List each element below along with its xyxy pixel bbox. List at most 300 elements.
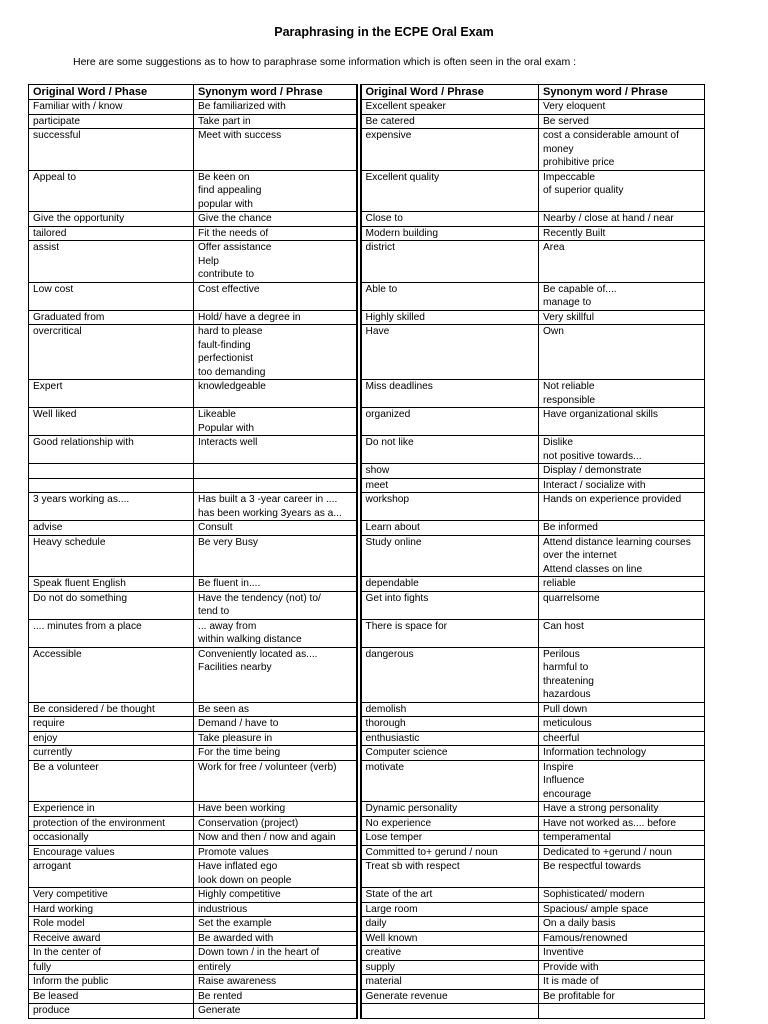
cell-original-left <box>29 170 194 212</box>
table-row <box>29 464 705 479</box>
table-row <box>29 845 705 860</box>
cell-line: .... minutes from a place <box>33 620 142 632</box>
cell-original-right <box>359 1004 539 1019</box>
cell-synonym-left <box>194 831 359 846</box>
cell-synonym-right <box>539 521 705 536</box>
cell-line: Information technology <box>543 747 647 758</box>
cell-synonym-left <box>194 478 359 493</box>
cell-line: Take part in <box>198 115 251 127</box>
table-row <box>29 746 705 761</box>
cell-line: Familiar with / know <box>33 101 123 112</box>
cell-synonym-right <box>539 325 705 380</box>
cell-original-right <box>359 325 539 380</box>
cell-synonym-right <box>539 380 705 408</box>
cell-line: Be leased <box>33 990 79 1002</box>
cell-original-left <box>29 647 194 702</box>
cell-line: Interact / socialize with <box>543 479 646 491</box>
cell-line: For the time being <box>198 747 281 758</box>
cell-original-left <box>29 760 194 802</box>
cell-synonym-left <box>194 1004 359 1019</box>
cell-line: Have organizational skills <box>543 409 658 420</box>
cell-synonym-right <box>539 226 705 241</box>
cell-synonym-right <box>539 436 705 464</box>
cell-original-left <box>29 129 194 171</box>
cell-line: Recently Built <box>543 227 606 239</box>
cell-original-right <box>359 478 539 493</box>
cell-line: Demand / have to <box>198 718 279 729</box>
cell-original-right <box>359 282 539 310</box>
cell-original-right <box>359 170 539 212</box>
cell-line: Fit the needs of <box>198 227 269 239</box>
cell-synonym-right <box>539 478 705 493</box>
cell-line <box>543 1004 700 1018</box>
table-row <box>29 226 705 241</box>
cell-line: Generate revenue <box>365 990 448 1002</box>
cell-line: Be fluent in.... <box>198 578 261 589</box>
cell-synonym-right <box>539 100 705 115</box>
cell-line: Dislike <box>543 437 574 448</box>
cell-synonym-right <box>539 931 705 946</box>
cell-line: fault-finding <box>198 339 251 351</box>
cell-line: dangerous <box>365 648 414 660</box>
cell-synonym-right <box>539 816 705 831</box>
cell-line: daily <box>365 918 387 929</box>
cell-line: Generate <box>198 1005 241 1016</box>
cell-line: tend to <box>198 606 230 617</box>
cell-line: prohibitive price <box>543 157 615 168</box>
table-row <box>29 380 705 408</box>
cell-synonym-right <box>539 577 705 592</box>
cell-synonym-right <box>539 310 705 325</box>
cell-line <box>33 464 189 478</box>
cell-original-right <box>359 380 539 408</box>
cell-original-right <box>359 114 539 129</box>
cell-line: Inform the public <box>33 976 109 987</box>
cell-synonym-left <box>194 212 359 227</box>
cell-original-left <box>29 860 194 888</box>
cell-synonym-right <box>539 535 705 577</box>
cell-line <box>33 479 189 493</box>
cell-original-right <box>359 931 539 946</box>
cell-synonym-left <box>194 845 359 860</box>
cell-synonym-left <box>194 746 359 761</box>
cell-line: Pull down <box>543 703 588 715</box>
cell-synonym-right <box>539 493 705 521</box>
table-row <box>29 478 705 493</box>
cell-synonym-left <box>194 931 359 946</box>
cell-original-right <box>359 917 539 932</box>
cell-synonym-right <box>539 1004 705 1019</box>
cell-line: Down town / in the heart of <box>198 947 320 958</box>
cell-line: Attend distance learning courses <box>543 536 691 548</box>
cell-original-right <box>359 960 539 975</box>
cell-line: has been working 3years as a... <box>198 507 342 519</box>
cell-line: In the center of <box>33 947 101 958</box>
cell-synonym-left <box>194 226 359 241</box>
cell-line: responsible <box>543 394 596 406</box>
cell-line: Graduated from <box>33 311 105 323</box>
cell-line: There is space for <box>365 620 448 632</box>
cell-line: Famous/renowned <box>543 932 628 944</box>
cell-line: Not reliable <box>543 381 595 392</box>
cell-original-right <box>359 731 539 746</box>
cell-line: Modern building <box>365 227 438 239</box>
cell-line: arrogant <box>33 861 71 872</box>
cell-line: too demanding <box>198 366 266 378</box>
cell-original-right <box>359 408 539 436</box>
cell-line: expensive <box>365 130 412 141</box>
cell-line: meticulous <box>543 718 592 729</box>
cell-original-right <box>359 946 539 961</box>
cell-line: enjoy <box>33 732 58 744</box>
cell-synonym-right <box>539 464 705 479</box>
cell-line: produce <box>33 1005 70 1016</box>
cell-synonym-right <box>539 129 705 171</box>
cell-line: tailored <box>33 227 67 239</box>
cell-original-left <box>29 717 194 732</box>
table-row <box>29 129 705 171</box>
table-row <box>29 860 705 888</box>
cell-synonym-left <box>194 802 359 817</box>
cell-line: Lose temper <box>365 832 423 843</box>
cell-original-right <box>359 212 539 227</box>
cell-line: Heavy schedule <box>33 536 106 548</box>
cell-line: Meet with success <box>198 130 282 141</box>
cell-line: Display / demonstrate <box>543 465 642 476</box>
cell-line: Give the opportunity <box>33 213 125 224</box>
cell-line: Accessible <box>33 648 82 660</box>
cell-original-left <box>29 931 194 946</box>
cell-line: Give the chance <box>198 213 272 224</box>
cell-line: fully <box>33 961 52 973</box>
cell-line: Facilities nearby <box>198 662 272 673</box>
cell-line: Be awarded with <box>198 932 274 944</box>
table-header-row <box>29 85 705 100</box>
cell-synonym-left <box>194 647 359 702</box>
cell-line: Highly competitive <box>198 889 281 900</box>
cell-original-left <box>29 325 194 380</box>
cell-synonym-left <box>194 917 359 932</box>
cell-line: Be keen on <box>198 171 250 183</box>
cell-synonym-left <box>194 325 359 380</box>
cell-line: Likeable <box>198 409 236 420</box>
table-row <box>29 170 705 212</box>
cell-line: Popular with <box>198 422 255 434</box>
cell-line: Good relationship with <box>33 437 134 448</box>
cell-original-left <box>29 380 194 408</box>
cell-original-right <box>359 521 539 536</box>
cell-original-right <box>359 100 539 115</box>
cell-line: Has built a 3 -year career in .... <box>198 494 338 505</box>
cell-synonym-left <box>194 702 359 717</box>
cell-line: reliable <box>543 578 576 589</box>
cell-line: No experience <box>365 817 432 829</box>
cell-original-left <box>29 241 194 283</box>
cell-line: material <box>365 976 402 987</box>
cell-synonym-left <box>194 619 359 647</box>
cell-line: motivate <box>365 761 405 773</box>
cell-line: advise <box>33 522 63 533</box>
cell-line: Conservation (project) <box>198 817 299 829</box>
cell-line: industrious <box>198 903 248 915</box>
cell-line: harmful to <box>543 662 589 673</box>
cell-original-left <box>29 975 194 990</box>
cell-synonym-right <box>539 591 705 619</box>
cell-line: Sophisticated/ modern <box>543 889 645 900</box>
cell-line: quarrelsome <box>543 592 600 604</box>
cell-line: Own <box>543 326 564 337</box>
table-row <box>29 989 705 1004</box>
cell-synonym-right <box>539 408 705 436</box>
cell-synonym-left <box>194 114 359 129</box>
cell-line: Be rented <box>198 990 243 1002</box>
cell-line: Get into fights <box>365 592 429 604</box>
cell-synonym-left <box>194 816 359 831</box>
cell-line: Do not like <box>365 437 414 448</box>
cell-synonym-right <box>539 860 705 888</box>
cell-line: knowledgeable <box>198 381 266 392</box>
table-row <box>29 521 705 536</box>
cell-synonym-right <box>539 760 705 802</box>
cell-line: Dedicated to +gerund / noun <box>543 846 672 858</box>
cell-line: Have not worked as.... before <box>543 817 677 829</box>
cell-original-left <box>29 493 194 521</box>
cell-line: temperamental <box>543 832 611 843</box>
cell-line: Have been working <box>198 803 286 814</box>
cell-original-left <box>29 831 194 846</box>
cell-synonym-right <box>539 802 705 817</box>
cell-original-left <box>29 731 194 746</box>
cell-line: Can host <box>543 620 584 632</box>
cell-original-left <box>29 1004 194 1019</box>
cell-synonym-right <box>539 170 705 212</box>
cell-line: Be respectful towards <box>543 861 641 872</box>
cell-line: 3 years working as.... <box>33 494 130 505</box>
cell-line: Be served <box>543 115 589 127</box>
cell-synonym-left <box>194 975 359 990</box>
cell-line: State of the art <box>365 889 433 900</box>
cell-line: Consult <box>198 522 233 533</box>
cell-synonym-left <box>194 577 359 592</box>
cell-line: Receive award <box>33 932 101 944</box>
cell-line: Very eloquent <box>543 101 606 112</box>
cell-synonym-left <box>194 282 359 310</box>
table-row <box>29 717 705 732</box>
cell-synonym-right <box>539 702 705 717</box>
cell-original-right <box>359 717 539 732</box>
cell-line: perfectionist <box>198 353 253 364</box>
cell-line: organized <box>365 409 411 420</box>
table-row <box>29 577 705 592</box>
cell-synonym-right <box>539 946 705 961</box>
cell-line: find appealing <box>198 185 262 196</box>
cell-line: Have inflated ego <box>198 861 278 872</box>
cell-line: Excellent quality <box>365 171 440 183</box>
cell-line: enthusiastic <box>365 732 420 744</box>
cell-synonym-right <box>539 902 705 917</box>
header-original-left: Original Word / Phase <box>29 85 194 100</box>
table-row <box>29 647 705 702</box>
cell-original-left <box>29 577 194 592</box>
cell-line: successful <box>33 130 81 141</box>
cell-line: protection of the environment <box>33 817 165 829</box>
cell-line: Have <box>365 326 390 337</box>
table-row <box>29 493 705 521</box>
cell-line: over the internet <box>543 550 617 561</box>
cell-synonym-left <box>194 535 359 577</box>
cell-synonym-left <box>194 960 359 975</box>
cell-original-left <box>29 989 194 1004</box>
cell-line: Hold/ have a degree in <box>198 311 301 323</box>
cell-line: Appeal to <box>33 171 77 183</box>
cell-line: money <box>543 143 574 155</box>
cell-line: Set the example <box>198 918 272 929</box>
cell-line: require <box>33 718 65 729</box>
cell-line: workshop <box>365 494 410 505</box>
cell-line: Inspire <box>543 761 574 773</box>
cell-line: contribute to <box>198 269 255 280</box>
cell-line: popular with <box>198 198 253 210</box>
cell-line: Study online <box>365 536 422 548</box>
cell-line: Have a strong personality <box>543 803 659 814</box>
cell-line: Highly skilled <box>365 311 425 323</box>
table-row <box>29 591 705 619</box>
cell-original-left <box>29 746 194 761</box>
cell-line: Be seen as <box>198 703 249 715</box>
cell-line: Be profitable for <box>543 990 615 1002</box>
cell-synonym-left <box>194 989 359 1004</box>
cell-line: currently <box>33 747 73 758</box>
cell-line: Be catered <box>365 115 415 127</box>
cell-original-left <box>29 310 194 325</box>
cell-synonym-left <box>194 436 359 464</box>
cell-original-right <box>359 464 539 479</box>
table-row <box>29 702 705 717</box>
cell-synonym-right <box>539 845 705 860</box>
cell-line: district <box>365 242 395 253</box>
cell-line: Help <box>198 255 219 267</box>
cell-original-right <box>359 989 539 1004</box>
cell-line: Be capable of.... <box>543 283 617 295</box>
cell-synonym-right <box>539 831 705 846</box>
cell-line: threatening <box>543 675 594 687</box>
cell-original-left <box>29 960 194 975</box>
cell-line: Nearby / close at hand / near <box>543 213 674 224</box>
cell-original-right <box>359 816 539 831</box>
cell-line: Committed to+ gerund / noun <box>365 846 498 858</box>
cell-line: encourage <box>543 788 592 800</box>
table-row <box>29 436 705 464</box>
cell-original-right <box>359 888 539 903</box>
table-row <box>29 310 705 325</box>
cell-synonym-left <box>194 241 359 283</box>
cell-original-left <box>29 226 194 241</box>
table-body <box>29 100 705 1019</box>
table-row <box>29 408 705 436</box>
table-row <box>29 902 705 917</box>
cell-synonym-left <box>194 591 359 619</box>
cell-original-right <box>359 129 539 171</box>
cell-line: Promote values <box>198 846 269 858</box>
cell-original-right <box>359 760 539 802</box>
cell-synonym-left <box>194 717 359 732</box>
cell-line: Excellent speaker <box>365 101 446 112</box>
cell-synonym-left <box>194 521 359 536</box>
cell-line: hazardous <box>543 689 591 700</box>
cell-line: Cost effective <box>198 283 260 295</box>
table-row <box>29 816 705 831</box>
cell-line: Large room <box>365 903 418 915</box>
cell-original-left <box>29 816 194 831</box>
cell-original-left <box>29 100 194 115</box>
page-title: Paraphrasing in the ECPE Oral Exam <box>274 25 494 39</box>
cell-line: Be a volunteer <box>33 761 99 773</box>
cell-line <box>366 1004 535 1018</box>
table-row <box>29 241 705 283</box>
cell-original-right <box>359 702 539 717</box>
cell-line: On a daily basis <box>543 918 616 929</box>
cell-original-right <box>359 535 539 577</box>
paraphrase-table <box>28 84 705 1019</box>
cell-line: Very competitive <box>33 889 108 900</box>
cell-synonym-right <box>539 282 705 310</box>
cell-line: Perilous <box>543 648 580 660</box>
table-row <box>29 1004 705 1019</box>
table-row <box>29 917 705 932</box>
cell-synonym-left <box>194 129 359 171</box>
cell-line: Offer assistance <box>198 242 272 253</box>
cell-line: Expert <box>33 381 63 392</box>
cell-line <box>198 479 352 493</box>
cell-line: assist <box>33 242 60 253</box>
cell-line: Work for free / volunteer (verb) <box>198 761 337 773</box>
cell-line: Be considered / be thought <box>33 703 155 715</box>
cell-line: participate <box>33 115 81 127</box>
cell-line: not positive towards... <box>543 450 642 462</box>
table-row <box>29 960 705 975</box>
cell-line: Hard working <box>33 903 94 915</box>
cell-line: Speak fluent English <box>33 578 126 589</box>
cell-original-left <box>29 535 194 577</box>
cell-synonym-left <box>194 310 359 325</box>
cell-synonym-left <box>194 946 359 961</box>
cell-line <box>198 464 352 478</box>
cell-line: Now and then / now and again <box>198 832 336 843</box>
cell-line: Close to <box>365 213 403 224</box>
cell-synonym-left <box>194 170 359 212</box>
cell-line: Do not do something <box>33 592 128 604</box>
cell-synonym-left <box>194 380 359 408</box>
cell-line: Take pleasure in <box>198 732 273 744</box>
cell-original-right <box>359 746 539 761</box>
cell-line: Dynamic personality <box>365 803 458 814</box>
cell-line: Influence <box>543 775 585 786</box>
cell-line: cheerful <box>543 732 580 744</box>
cell-line: meet <box>365 479 389 491</box>
table-row <box>29 831 705 846</box>
cell-original-right <box>359 436 539 464</box>
cell-line: Miss deadlines <box>365 381 433 392</box>
cell-original-right <box>359 577 539 592</box>
cell-original-right <box>359 226 539 241</box>
cell-line: creative <box>365 947 402 958</box>
cell-synonym-right <box>539 647 705 702</box>
table-row <box>29 760 705 802</box>
cell-line: look down on people <box>198 874 292 886</box>
cell-original-left <box>29 702 194 717</box>
table-row <box>29 325 705 380</box>
cell-line: hard to please <box>198 326 263 337</box>
